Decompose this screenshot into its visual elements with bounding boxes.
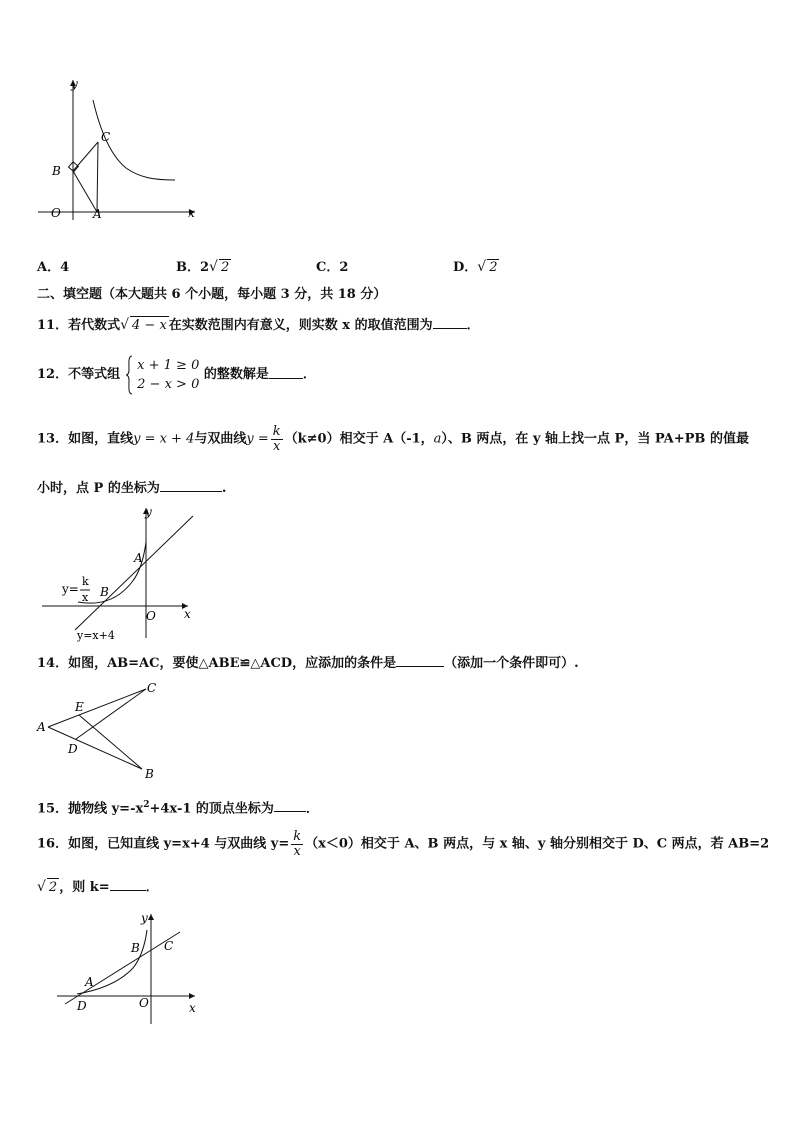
label-c: C: [101, 130, 111, 144]
label-x: x: [188, 206, 195, 220]
line-y-x-plus-4: [75, 516, 193, 630]
question-12: 12．不等式组 x + 1 ≥ 0 2 − x > 0 的整数解是 ．: [37, 355, 316, 399]
svg-text:y=: y=: [62, 582, 79, 596]
svg-text:x: x: [184, 607, 191, 621]
svg-text:A: A: [37, 720, 46, 734]
svg-text:B: B: [131, 941, 140, 955]
answer-blank-12[interactable]: [269, 366, 303, 379]
svg-text:k: k: [82, 575, 89, 588]
label-y: y: [71, 77, 78, 91]
answer-blank-15[interactable]: [274, 799, 306, 812]
question-16-line2: √ 2 ，则 k= ．: [37, 879, 159, 895]
svg-text:A: A: [134, 551, 143, 565]
svg-text:O: O: [139, 996, 149, 1010]
figure-q10: [30, 70, 210, 230]
label-b: B: [52, 164, 61, 178]
question-13-line2: 小时，点 P 的坐标为 .: [37, 481, 227, 496]
question-16-line1: 16．如图，已知直线 y=x+4 与双曲线 y= $\frac{k}{x}$ （x＜0）相交于 A、B 两点，与 x 轴、y 轴分别相交于 D、C 两点，若 AB=2: [37, 829, 770, 859]
svg-text:B: B: [100, 585, 109, 599]
answer-blank-11[interactable]: [433, 316, 467, 329]
svg-text:x: x: [189, 1001, 196, 1015]
section-title: 二、填空题（本大题共 6 个小题，每小题 3 分，共 18 分）: [37, 287, 387, 302]
question-13-line1: 13．如图，直线y = x + 4与双曲线y = $\frac{k}{x}$ （k≠0）相交于 A（-1，a）、B 两点，在 y 轴上找一点 P，当 PA+PB 的值最: [37, 424, 749, 454]
svg-text:A: A: [85, 975, 94, 989]
svg-text:C: C: [147, 681, 157, 695]
label-o: O: [51, 206, 61, 220]
answer-blank-14[interactable]: [396, 654, 444, 667]
figure-q13: [40, 502, 210, 642]
svg-text:y: y: [145, 505, 152, 519]
answer-blank-13[interactable]: [160, 479, 222, 492]
option-b[interactable]: B．2√ 2: [176, 259, 230, 275]
answer-blank-16[interactable]: [110, 878, 146, 891]
label-a: A: [93, 207, 102, 221]
svg-text:B: B: [145, 767, 154, 781]
svg-text:O: O: [146, 609, 156, 623]
brace-icon: [125, 355, 133, 395]
option-a[interactable]: A．4: [37, 260, 70, 275]
option-d[interactable]: D．√ 2: [453, 259, 498, 275]
question-15: 15．抛物线 $y=-x^2+4x-1$ 的顶点坐标为 ．: [37, 800, 319, 817]
svg-text:D: D: [68, 742, 78, 756]
question-14: 14．如图，AB=AC，要使△ABE≌△ACD，应添加的条件是 （添加一个条件即可）.: [37, 656, 579, 671]
svg-text:D: D: [77, 999, 87, 1013]
svg-text:y: y: [141, 911, 148, 925]
svg-text:y=x+4: y=x+4: [77, 629, 115, 642]
question-11: 11．若代数式√ 4 − x 在实数范围内有意义，则实数 x 的取值范围为 ．: [37, 317, 480, 333]
figure-q14: [35, 678, 175, 782]
option-c[interactable]: C．2: [316, 260, 349, 275]
svg-text:x: x: [82, 591, 89, 604]
figure-q16: [55, 910, 205, 1028]
svg-text:C: C: [164, 939, 174, 953]
svg-text:E: E: [75, 700, 84, 714]
